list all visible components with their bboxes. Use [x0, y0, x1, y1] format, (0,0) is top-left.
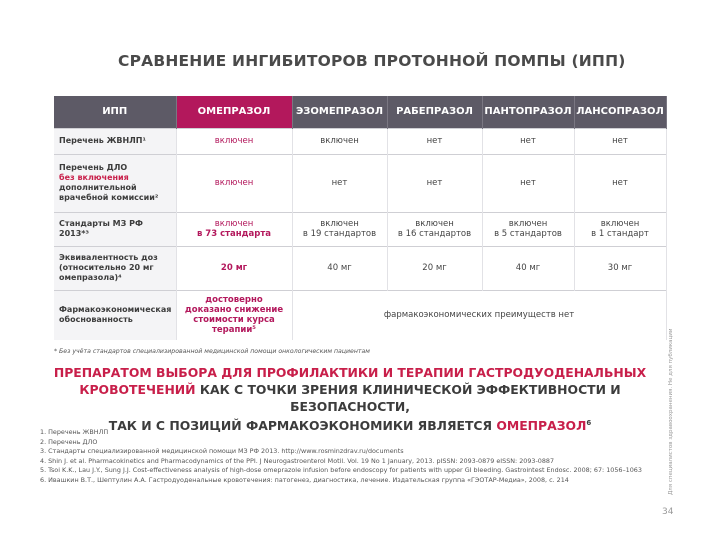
row-label-line: обоснованность	[59, 315, 133, 325]
page-title: СРАВНЕНИЕ ИНГИБИТОРОВ ПРОТОННОЙ ПОМПЫ (ИПП)	[118, 52, 626, 70]
cell-strong: достоверно	[205, 295, 263, 306]
table-footnote: * Без учёта стандартов специализированной медицинской помощи онкологическим пациентам	[54, 348, 370, 355]
cell-line: включен	[600, 219, 640, 229]
table-cell	[176, 246, 292, 290]
conclusion-highlight: ПРЕПАРАТОМ ВЫБОРА ДЛЯ ПРОФИЛАКТИКИ И ТЕРАПИИ ГАСТРОДУОДЕНАЛЬНЫХ	[53, 365, 647, 380]
row-label-line: Фармакоэкономическая	[59, 305, 172, 315]
header-rabeprazole: РАБЕПРАЗОЛ	[387, 96, 482, 128]
conclusion-drug-name: ОМЕПРАЗОЛ	[496, 418, 587, 434]
table-cell: нет	[482, 128, 574, 154]
table-cell: нет	[574, 154, 666, 212]
table-cell	[387, 212, 482, 246]
reference-item: 5. Tsoi K.K., Lau J.Y., Sung J.J. Cost-effectiveness analysis of high-dose omeprazole infusion before endoscopy for patients with upper GI bleeding. Gastrointest Endosc. 2008; 67: 1056–1063	[40, 466, 642, 475]
table-row	[54, 154, 666, 212]
row-label: Стандарты МЗ РФ 2013*³	[54, 212, 176, 246]
table-cell: нет	[482, 154, 574, 212]
cell-line	[180, 315, 289, 325]
table-row	[54, 290, 666, 340]
header-ipp: ИПП	[54, 96, 176, 128]
cell-line	[180, 229, 289, 239]
reference-item: 3. Стандарты специализированной медицинской помощи МЗ РФ 2013. http://www.rosminzdrav.ru/documents	[40, 447, 404, 456]
row-label	[54, 246, 176, 290]
table-header-row	[54, 96, 666, 128]
table-cell	[292, 212, 387, 246]
references-list	[40, 428, 660, 486]
conclusion-highlight: КРОВОТЕЧЕНИЙ	[79, 382, 196, 397]
table-cell-merged: фармакоэкономических преимуществ нет	[292, 290, 666, 340]
table-row	[54, 128, 666, 154]
side-disclaimer: Для специалистов здравоохранения. Не для публикации	[668, 328, 674, 495]
reference-item: 1. Перечень ЖВНЛП	[40, 428, 109, 436]
row-label-line: дополнительной	[59, 183, 137, 192]
reference-item: 2. Перечень ДЛО	[40, 437, 98, 446]
conclusion-text: КАК С ТОЧКИ ЗРЕНИЯ КЛИНИЧЕСКОЙ ЭФФЕКТИВНОСТИ И БЕЗОПАСНОСТИ,	[195, 382, 621, 414]
cell-line: в 1 стандарт	[591, 229, 649, 239]
header-pantoprazole: ПАНТОПРАЗОЛ	[482, 96, 574, 128]
table-cell: нет	[387, 128, 482, 154]
conclusion-statement	[38, 364, 662, 434]
conclusion-text: ТАК И С ПОЗИЦИЙ ФАРМАКОЭКОНОМИКИ ЯВЛЯЕТСЯ	[108, 418, 497, 434]
row-label-line: Эквивалентность доз	[59, 253, 158, 262]
cell-line: включен	[320, 219, 359, 229]
table-cell: включен	[292, 128, 387, 154]
row-label	[54, 154, 176, 212]
row-label-line: без включения	[59, 173, 129, 182]
cell-line: включен	[508, 219, 548, 229]
table-cell: 40 мг	[482, 246, 574, 290]
page-number: 34	[662, 507, 674, 517]
row-label: Перечень ЖВНЛП¹	[54, 128, 176, 154]
cell-strong: 20 мг	[220, 263, 248, 273]
reference-item: 4. Shin J. et al. Pharmacokinetics and Pharmacodynamics of the PPI. J Neurogastroenterol Motil. Vol. 19 No 1 January, 2013. pISSN: 2093-0879 eISSN: 2093-0887	[40, 456, 555, 465]
table-cell: включен	[176, 154, 292, 212]
row-label-line: врачебной комиссии²	[59, 193, 159, 202]
cell-line: включен	[415, 219, 454, 229]
cell-line	[180, 325, 289, 335]
table-cell: нет	[292, 154, 387, 212]
cell-line	[180, 305, 289, 315]
header-lansoprazole: ЛАНСОПРАЗОЛ	[574, 96, 666, 128]
cell-strong: терапии⁵	[211, 325, 257, 336]
cell-line	[180, 295, 289, 305]
row-label	[54, 290, 176, 340]
cell-strong: в 73 стандарта	[196, 229, 272, 239]
table-cell	[176, 212, 292, 246]
row-label-line: (относительно 20 мг	[59, 263, 154, 272]
table-cell: 40 мг	[292, 246, 387, 290]
table-cell: 20 мг	[387, 246, 482, 290]
header-omeprazole: ОМЕПРАЗОЛ	[176, 96, 292, 128]
table-cell	[482, 212, 574, 246]
table-cell: нет	[387, 154, 482, 212]
reference-item: 6. Ивашкин В.Т., Шептулин А.А. Гастродуоденальные кровотечения: патогенез, диагностика, лечение. Издательская группа «ГЭОТАР-Медиа», 2008, с. 214	[40, 475, 569, 484]
cell-line: в 19 стандартов	[302, 229, 377, 239]
table-cell: нет	[574, 128, 666, 154]
table-cell	[176, 290, 292, 340]
cell-strong: стоимости курса	[193, 315, 275, 326]
conclusion-ref-mark: 6	[586, 419, 592, 427]
table-row	[54, 212, 666, 246]
header-esomeprazole: ЭЗОМЕПРАЗОЛ	[292, 96, 387, 128]
table-cell: включен	[176, 128, 292, 154]
cell-line: в 5 стандартов	[494, 229, 562, 239]
table-cell: 30 мг	[574, 246, 666, 290]
comparison-table	[54, 96, 667, 340]
row-label-line: омепразола)⁴	[59, 273, 122, 282]
row-label-line: Перечень ДЛО	[59, 163, 128, 172]
cell-line: в 16 стандартов	[397, 229, 472, 239]
table-cell	[574, 212, 666, 246]
table-row	[54, 246, 666, 290]
cell-strong: доказано снижение	[184, 305, 284, 316]
cell-line: включен	[214, 219, 254, 229]
